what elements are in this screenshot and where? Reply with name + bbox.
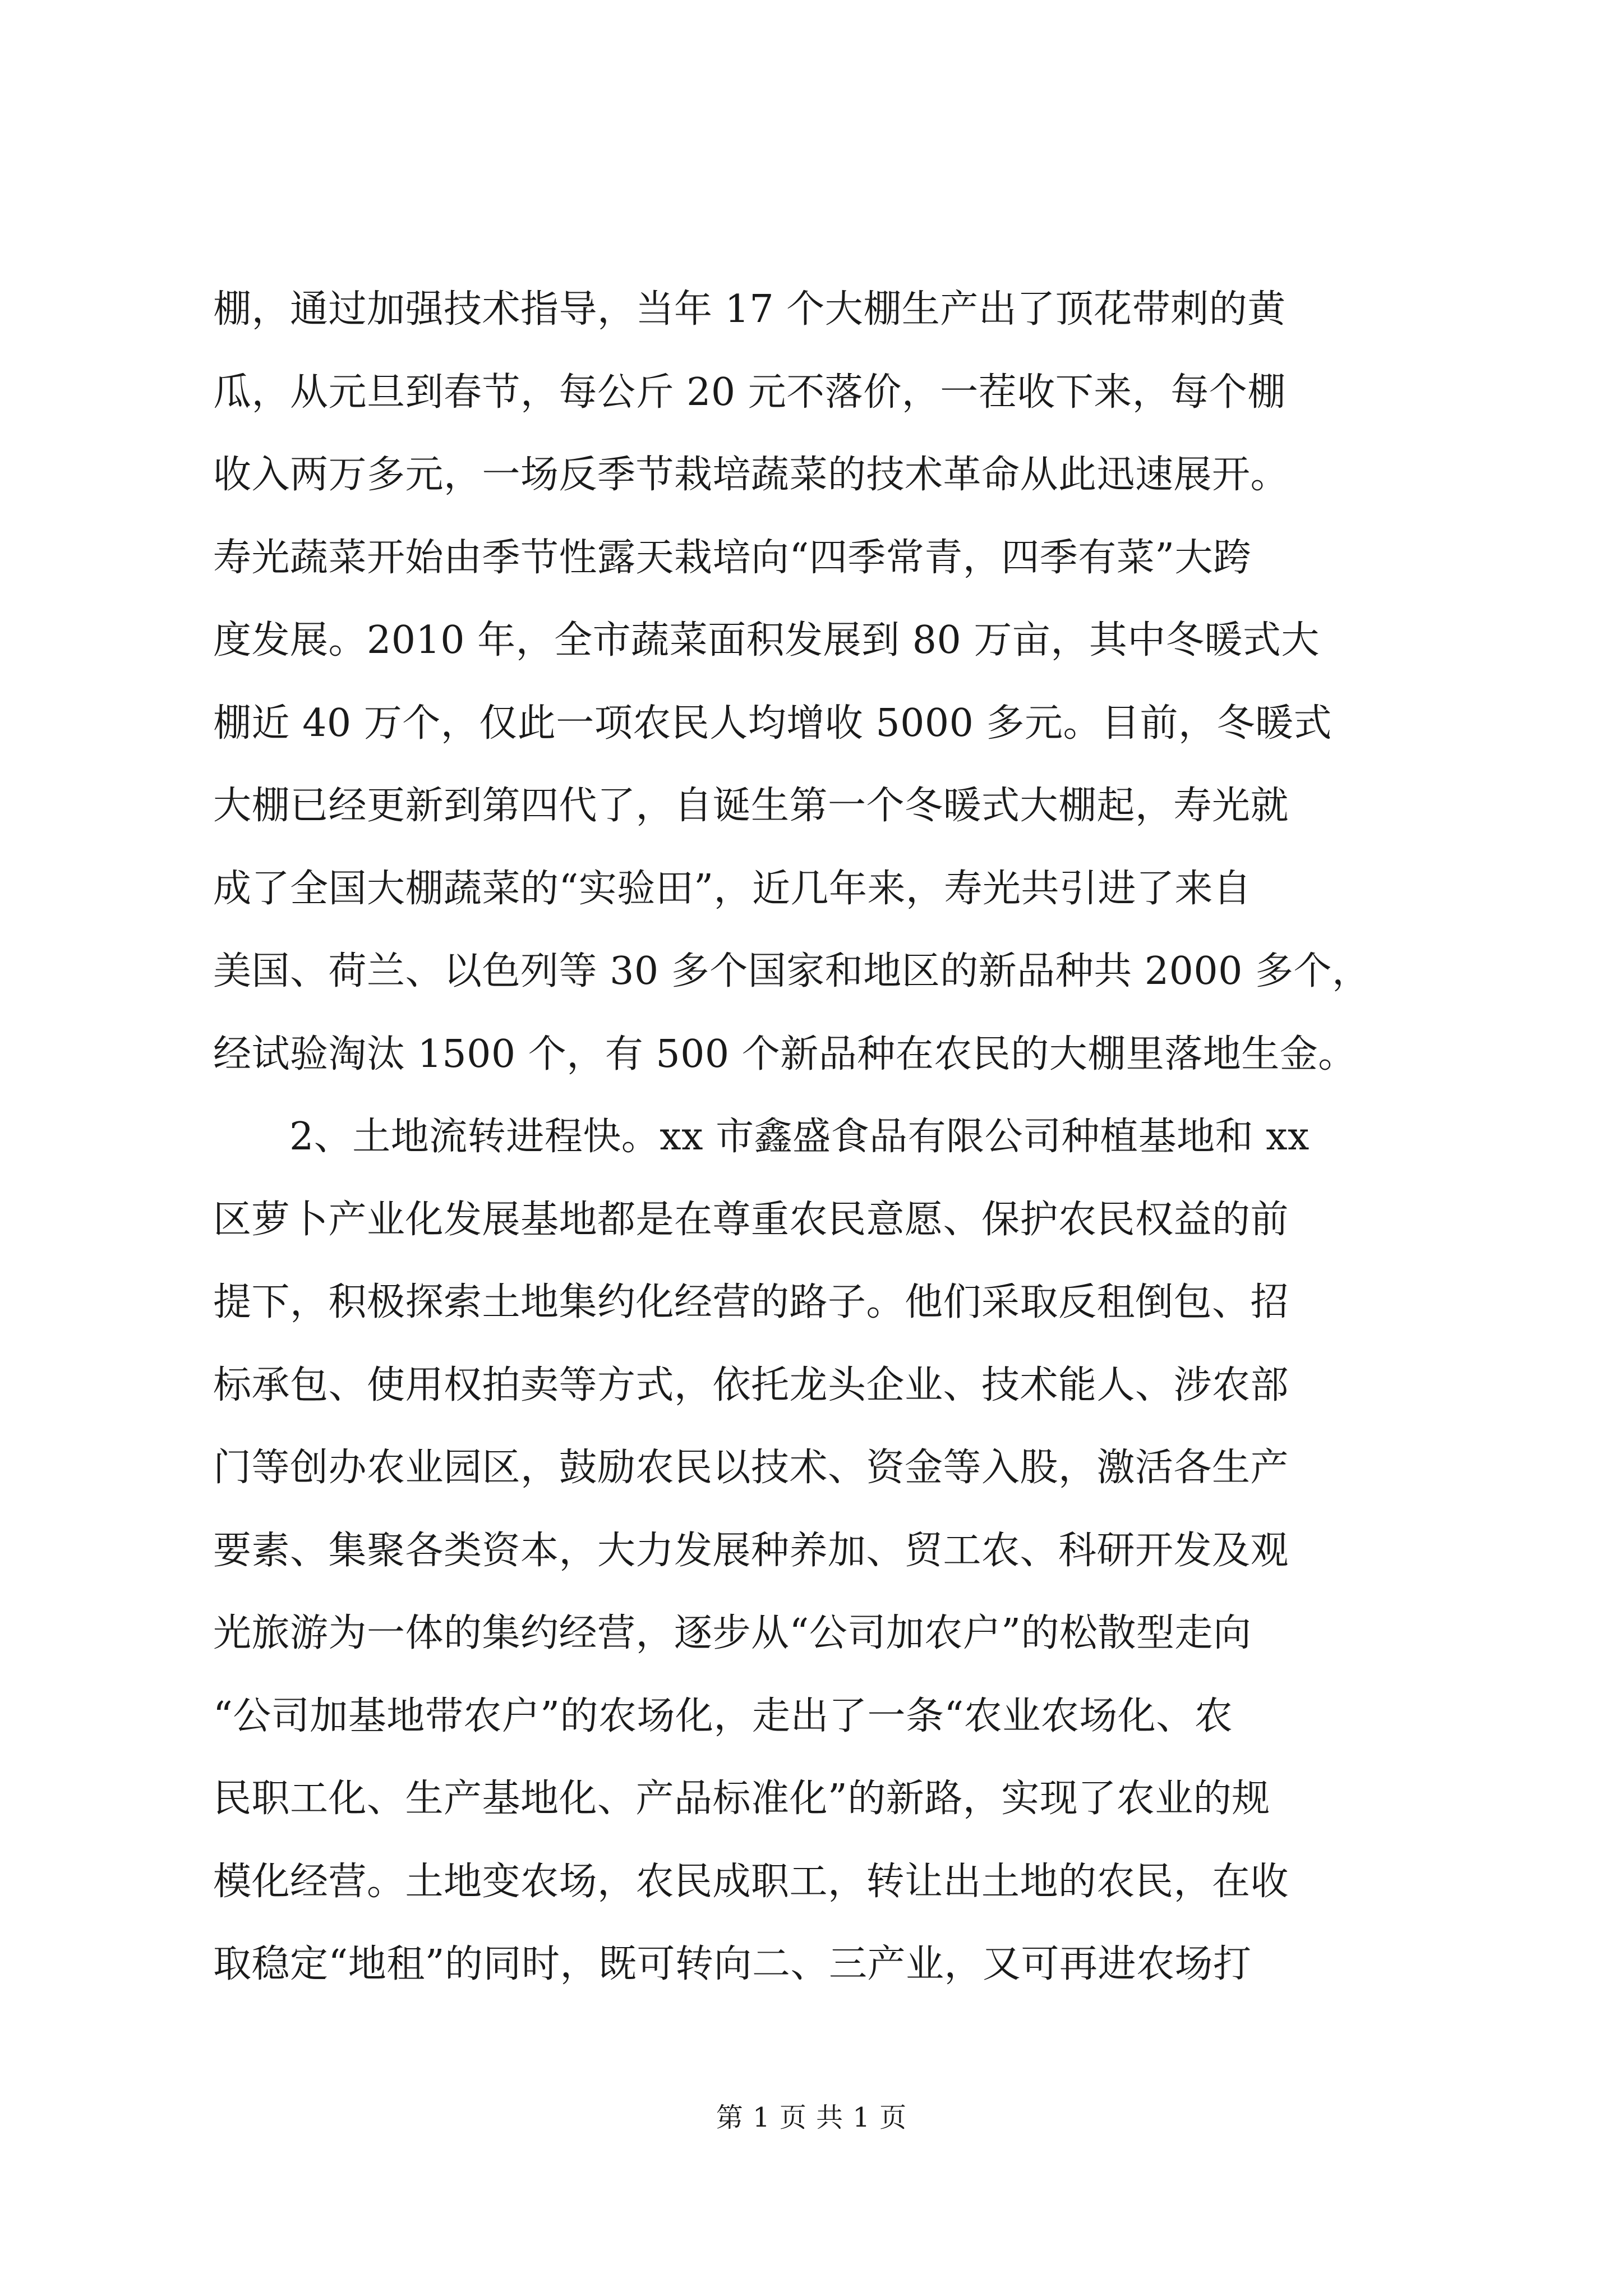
paragraph-start-line: 2、土地流转进程快。xx 市鑫盛食品有限公司种植基地和 xx	[289, 1115, 1310, 1159]
body-text	[213, 268, 1413, 2006]
text-line: 棚，通过加强技术指导，当年 17 个大棚生产出了顶花带刺的黄	[213, 287, 1286, 332]
text-line: 收入两万多元，一场反季节栽培蔬菜的技术革命从此迅速展开。	[213, 453, 1289, 497]
page-footer	[0, 2101, 1623, 2134]
text-line: 美国、荷兰、以色列等 30 多个国家和地区的新品种共 2000 多个，	[213, 949, 1371, 993]
text-line: 度发展。2010 年，全市蔬菜面积发展到 80 万亩，其中冬暖式大	[213, 618, 1320, 662]
text-line: 大棚已经更新到第四代了，自诞生第一个冬暖式大棚起，寿光就	[213, 784, 1289, 828]
text-line: 要素、集聚各类资本，大力发展种养加、贸工农、科研开发及观	[213, 1528, 1289, 1573]
text-line: 模化经营。土地变农场，农民成职工，转让出土地的农民，在收	[213, 1859, 1289, 1904]
text-line: 瓜，从元旦到春节，每公斤 20 元不落价，一茬收下来，每个棚	[213, 370, 1286, 415]
text-line: 取稳定“地租”的同时，既可转向二、三产业，又可再进农场打	[213, 1942, 1252, 1986]
text-line: 棚近 40 万个，仅此一项农民人均增收 5000 多元。目前，冬暖式	[213, 701, 1332, 746]
page-number: 第 1 页 共 1 页	[716, 2102, 907, 2133]
text-line: 区萝卜产业化发展基地都是在尊重农民意愿、保护农民权益的前	[213, 1197, 1289, 1242]
text-line: 门等创办农业园区，鼓励农民以技术、资金等入股，激活各生产	[213, 1446, 1289, 1490]
text-line: 经试验淘汰 1500 个，有 500 个新品种在农民的大棚里落地生金。	[213, 1032, 1357, 1076]
text-line: 成了全国大棚蔬菜的“实验田”，近几年来，寿光共引进了来自	[213, 866, 1252, 911]
text-line: 寿光蔬菜开始由季节性露天栽培向“四季常青，四季有菜”大跨	[213, 535, 1252, 580]
text-line: 光旅游为一体的集约经营，逐步从“公司加农户”的松散型走向	[213, 1611, 1252, 1655]
text-line: 民职工化、生产基地化、产品标准化”的新路，实现了农业的规	[213, 1777, 1270, 1821]
text-line: “公司加基地带农户”的农场化，走出了一条“农业农场化、农	[213, 1694, 1233, 1738]
text-line: 标承包、使用权拍卖等方式，依托龙头企业、技术能人、涉农部	[213, 1363, 1289, 1407]
text-line: 提下，积极探索土地集约化经营的路子。他们采取反租倒包、招	[213, 1280, 1289, 1324]
